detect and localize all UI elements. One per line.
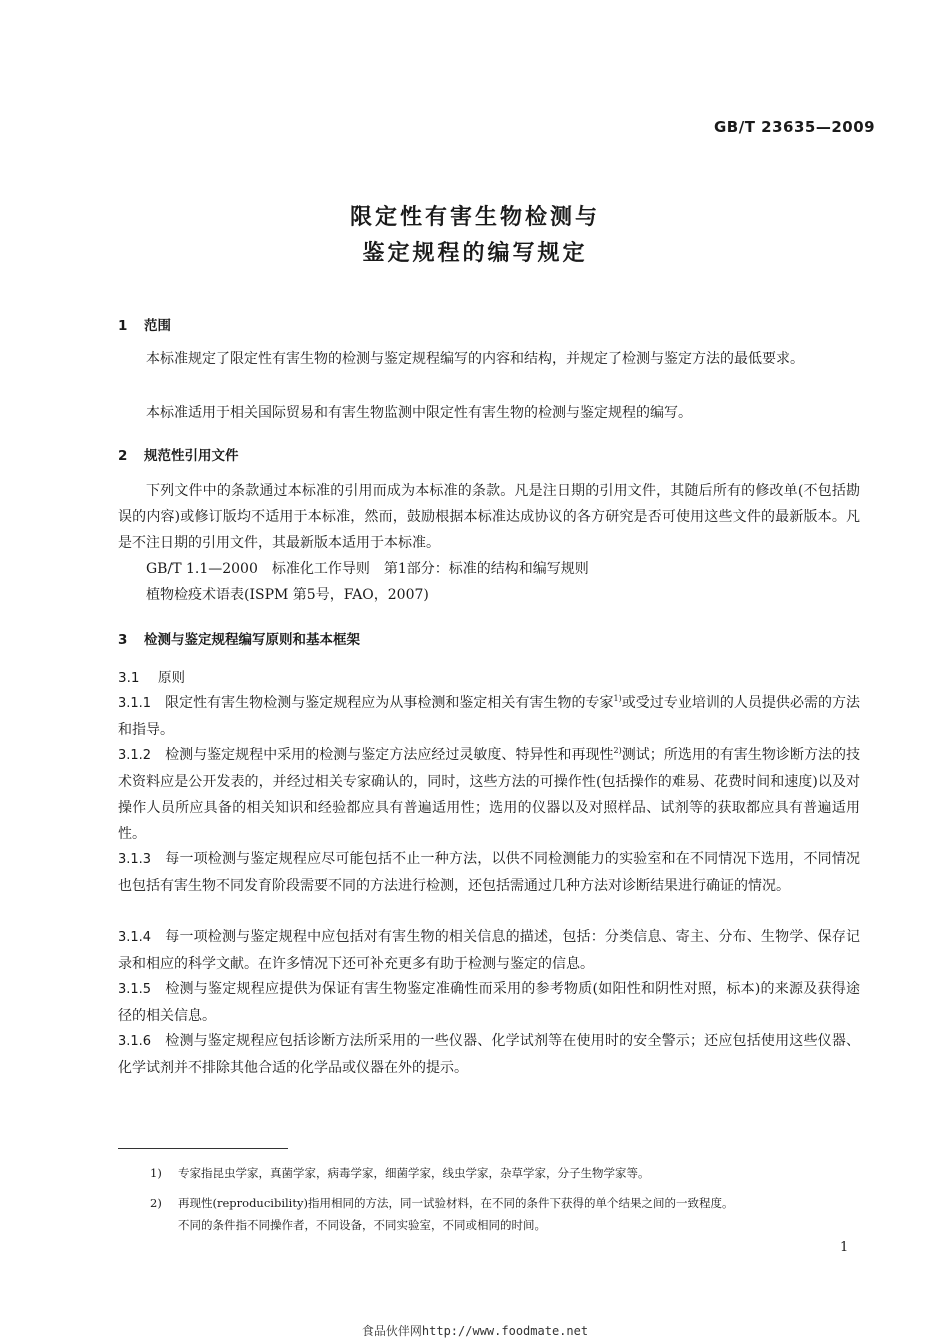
clause-text: 检测与鉴定规程中采用的检测与鉴定方法应经过灵敏度、特异性和再现性 [165,747,614,763]
footnote-2 [150,1192,862,1214]
section-number: 2 [118,448,128,464]
section-number: 3 [118,632,128,648]
section-title: 检测与鉴定规程编写原则和基本框架 [144,632,360,648]
clause-3-1-3 [118,846,860,899]
clause-3-1-2 [118,742,860,847]
section-number: 1 [118,318,128,334]
subsection-number: 3.1 [118,670,140,686]
footnote-mark: 2) [150,1196,162,1210]
reference-2: 植物检疫术语表(ISPM 第5号，FAO，2007) [146,587,429,603]
subsection-title: 原则 [158,670,185,686]
clause-number: 3.1.4 [118,930,152,945]
standard-number: GB/T 23635—2009 [714,118,876,136]
clause-text: 检测与鉴定规程应包括诊断方法所采用的一些仪器、化学试剂等在使用时的安全警示；还应包括使用这些仪器、化学试剂并不排除其他合适的化学品或仪器在外的提示。 [118,1033,860,1076]
document-title-line1: 限定性有害生物检测与 [349,205,600,230]
section-1-heading [118,314,171,334]
footnote-text: 再现性(reproducibility)指用相同的方法，同一试验材料，在不同的条件下获得的单个结果之间的一致程度。 [178,1196,734,1210]
clause-number: 3.1.1 [118,696,152,711]
footnote-divider [118,1148,288,1149]
clause-text: 测试；所选用的有害生物诊断方法的技术资料应是公开发表的，并经过相关专家确认的，同时，这些方法的可操作性(包括操作的难易、花费时间和速度)以及对操作人员所应具备的相关知识和经验都应具有普遍适用性；选用的仪器以及对照样品、试剂等的获取都应具有普遍适用性。 [118,747,861,842]
clause-number: 3.1.5 [118,982,152,997]
site-watermark: 食品伙伴网http://www.foodmate.net [361,1324,589,1338]
section-3-heading [118,628,360,648]
subsection-3-1-heading [118,666,185,686]
section-2-heading [118,444,239,464]
clause-text: 每一项检测与鉴定规程应尽可能包括不止一种方法，以供不同检测能力的实验室和在不同情况下选用，不同情况也包括有害生物不同发育阶段需要不同的方法进行检测，还包括需通过几种方法对诊断结果进行确证的情况。 [118,851,860,894]
clause-number: 3.1.2 [118,748,152,763]
section-title: 规范性引用文件 [144,448,239,464]
clause-number: 3.1.6 [118,1034,152,1049]
clause-text: 每一项检测与鉴定规程中应包括对有害生物的相关信息的描述，包括：分类信息、寄主、分布、生物学、保存记录和相应的科学文献。在许多情况下还可补充更多有助于检测与鉴定的信息。 [118,929,860,972]
footnote-2-continuation [150,1214,862,1236]
clause-text: 或受过专业培训的人员提供必需的方法和指导。 [118,695,861,738]
footnote-text: 不同的条件指不同操作者，不同设备，不同实验室，不同或相同的时间。 [178,1218,546,1232]
clause-3-1-5 [118,976,860,1029]
footnote-text: 专家指昆虫学家，真菌学家，病毒学家，细菌学家，线虫学家，杂草学家，分子生物学家等。 [178,1166,650,1180]
clause-3-1-4 [118,924,860,977]
section-title: 范围 [144,318,171,334]
footnote-ref: 2) [613,746,622,755]
footnote-ref: 1) [613,694,622,703]
clause-3-1-1 [118,690,860,743]
page-number: 1 [840,1240,849,1255]
clause-text: 限定性有害生物检测与鉴定规程应为从事检测和鉴定相关有害生物的专家 [165,695,614,711]
document-title-line2: 鉴定规程的编写规定 [362,241,588,266]
footnote-mark: 1) [150,1166,162,1180]
section-1-paragraph-2: 本标准适用于相关国际贸易和有害生物监测中限定性有害生物的检测与鉴定规程的编写。 [146,405,692,421]
section-2-paragraph-1: 下列文件中的条款通过本标准的引用而成为本标准的条款。凡是注日期的引用文件，其随后所有的修改单(不包括勘误的内容)或修订版均不适用于本标准，然而，鼓励根据本标准达成协议的各方研究是否可使用这些文件的最新版本。凡是不注日期的引用文件，其最新版本适用于本标准。 [118,483,860,551]
clause-text: 检测与鉴定规程应提供为保证有害生物鉴定准确性而采用的参考物质(如阳性和阴性对照，标本)的来源及获得途径的相关信息。 [118,981,860,1024]
clause-number: 3.1.3 [118,852,152,867]
clause-3-1-6 [118,1028,860,1081]
footnote-1 [150,1162,862,1184]
reference-1: GB/T 1.1—2000 标准化工作导则 第1部分：标准的结构和编写规则 [146,561,589,577]
section-1-paragraph-1: 本标准规定了限定性有害生物的检测与鉴定规程编写的内容和结构，并规定了检测与鉴定方法的最低要求。 [146,351,804,367]
